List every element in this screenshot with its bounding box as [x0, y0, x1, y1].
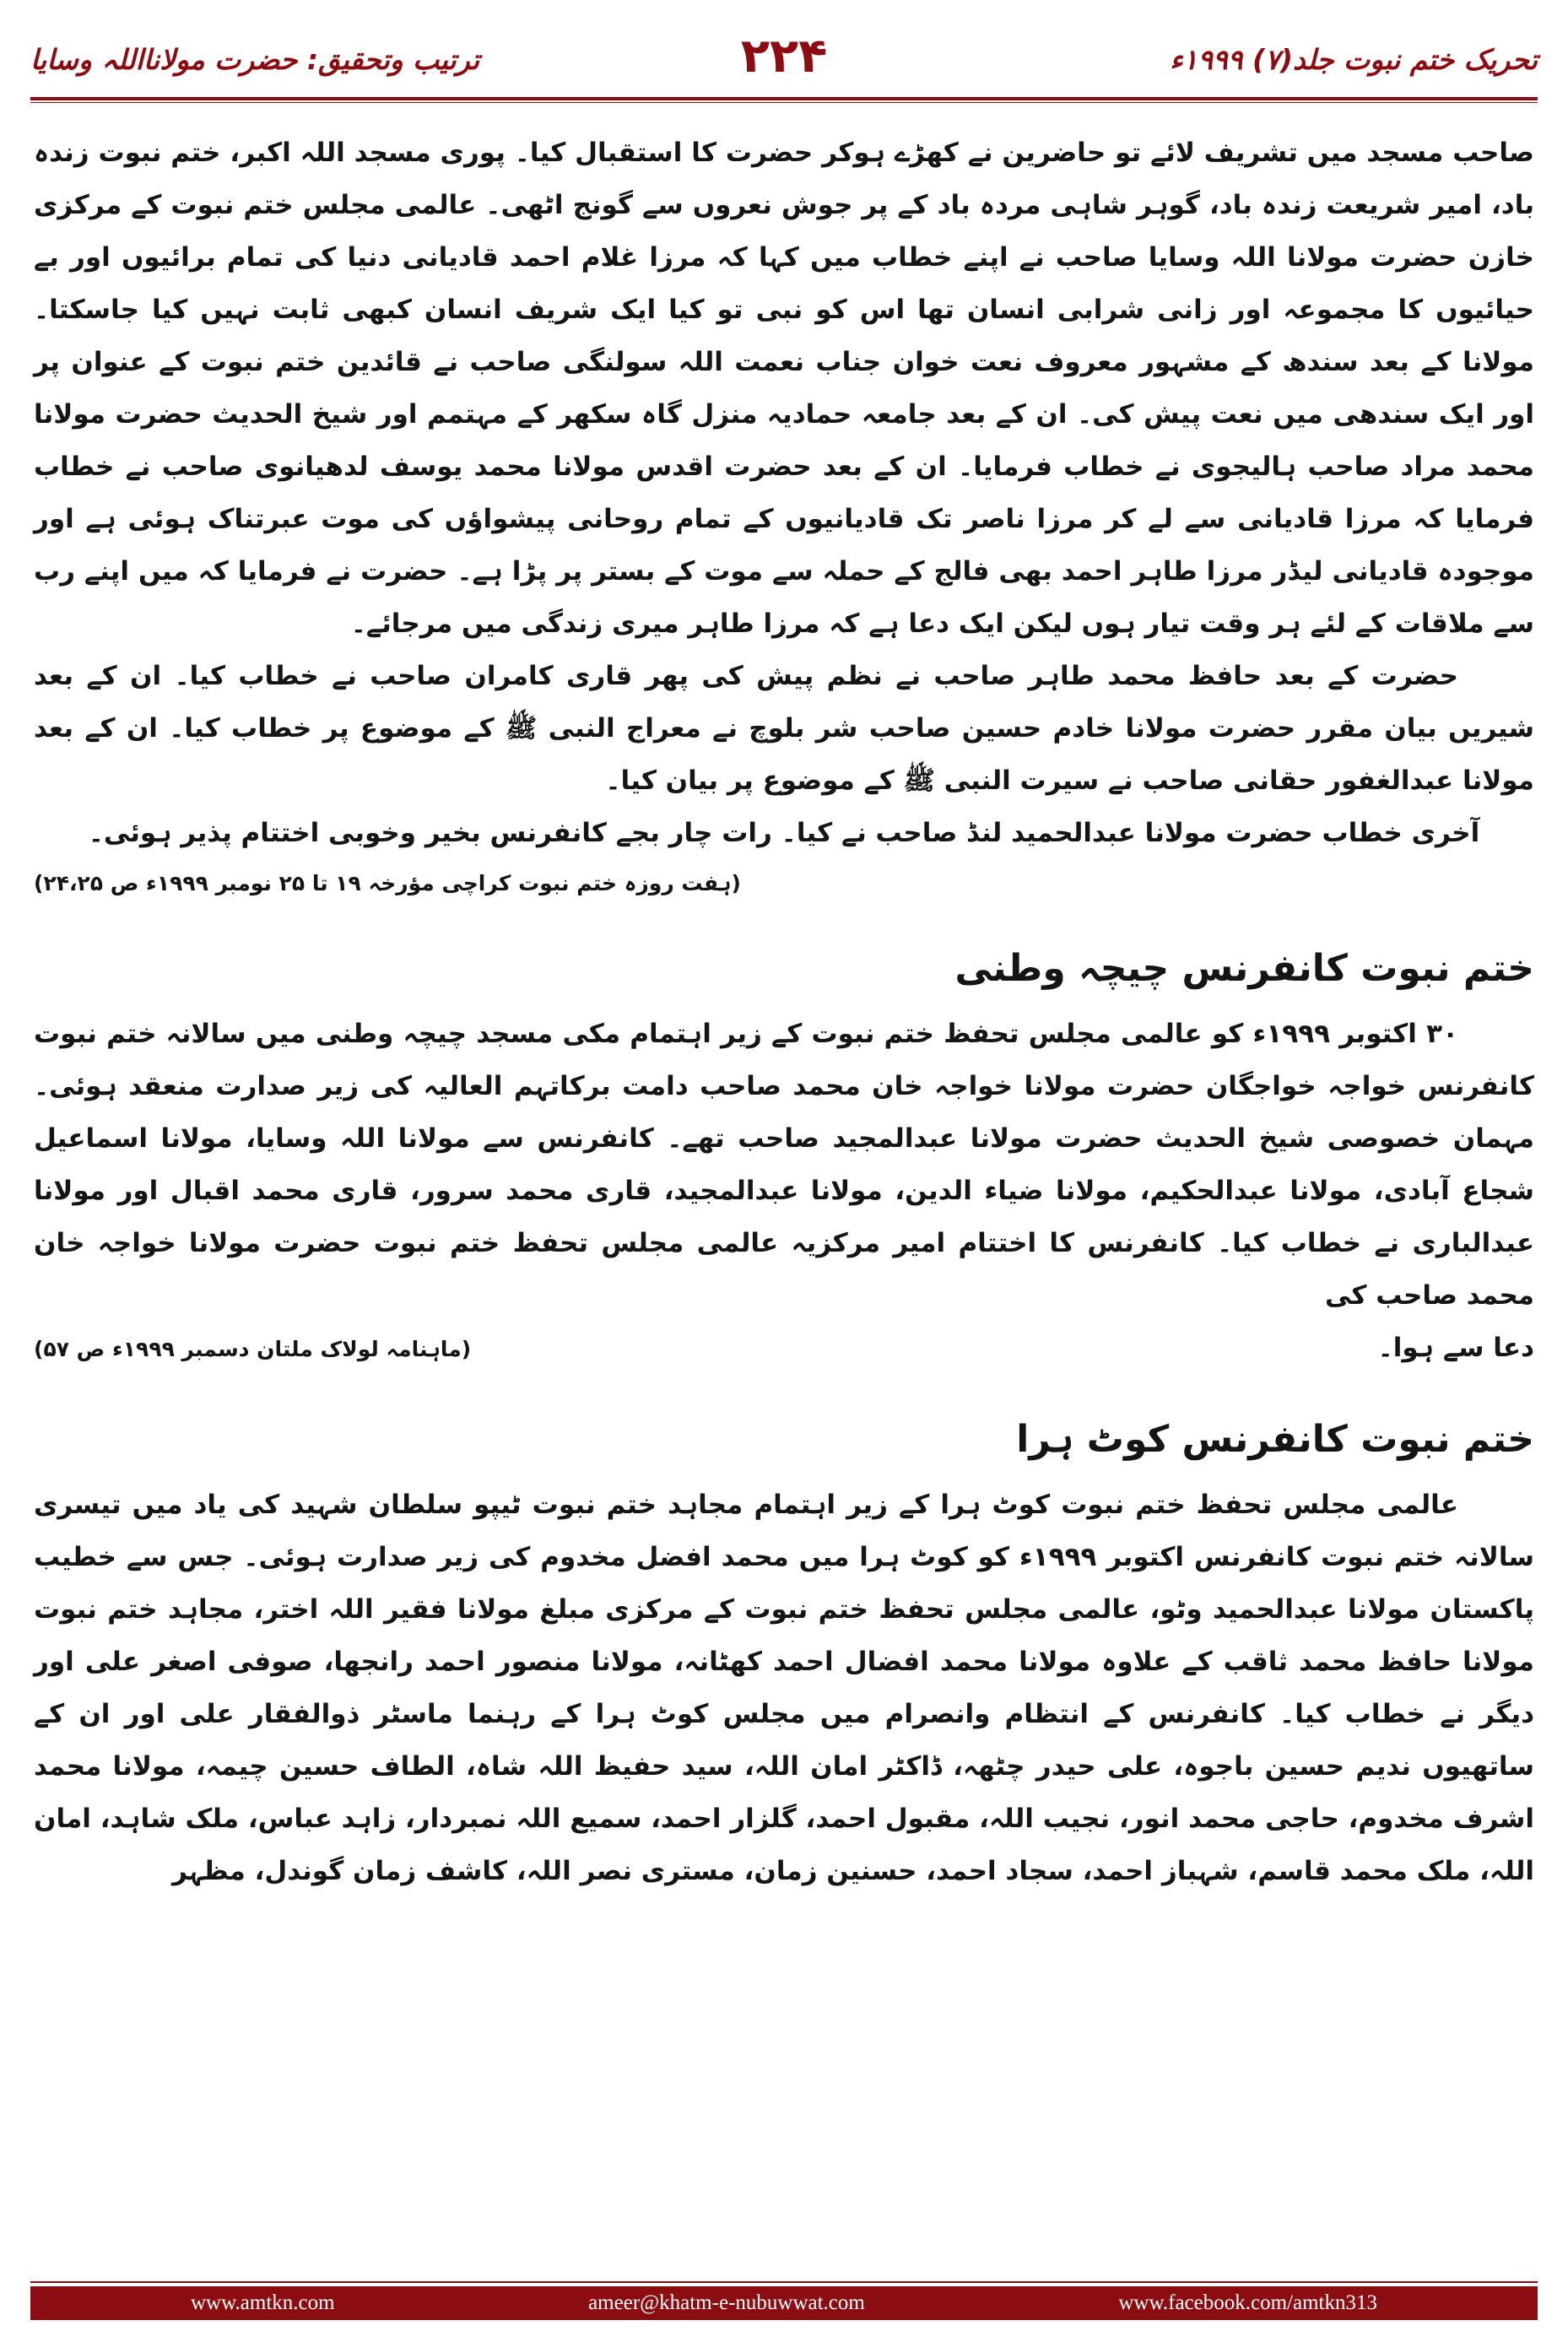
page-header: [30, 29, 1538, 89]
paragraph-chichawatni: ۳۰ اکتوبر ۱۹۹۹ء کو عالمی مجلس تحفظ ختم نبوت کے زیر اہتمام مکی مسجد چیچہ وطنی میں سالانہ ختم نبوت کانفرنس خواجہ خواجگان حضرت مولانا خواجہ خان محمد صاحب دامت برکاتہم العالیہ کی زیر صدارت منعقد ہوئی۔ مہمان خصوصی شیخ الحدیث حضرت مولانا عبدالمجید صاحب تھے۔ کانفرنس سے مولانا اللہ وسایا، مولانا اسماعیل شجاع آبادی، مولانا عبدالحکیم، مولانا ضیاء الدین، مولانا عبدالمجید، قاری محمد سرور، قاری محمد اقبال اور مولانا عبدالباری نے خطاب کیا۔ کانفرنس کا اختتام امیر مرکزیہ عالمی مجلس تحفظ ختم نبوت حضرت مولانا خواجہ خان محمد صاحب کی: [34, 1019, 1534, 1311]
header-book-title: تحریک ختم نبوت جلد(۷) ۱۹۹۹ء: [1170, 42, 1538, 76]
footer-divider: [30, 2281, 1538, 2283]
article-body: [34, 127, 1534, 1897]
header-divider-thin: [30, 102, 1538, 103]
paragraph-end-row: [34, 1322, 1534, 1376]
paragraph-chichawatni-end: دعا سے ہوا۔: [1377, 1333, 1534, 1363]
section-heading-kot-hara: ختم نبوت کانفرنس کوٹ ہرا: [1016, 1418, 1534, 1461]
page-footer: [30, 2286, 1538, 2320]
header-divider: [30, 97, 1538, 100]
page-number: ۲۲۴: [740, 29, 828, 84]
paragraph-speeches: صاحب مسجد میں تشریف لائے تو حاضرین نے کھڑے ہوکر حضرت کا استقبال کیا۔ پوری مسجد اللہ اکبر، ختم نبوت زندہ باد، امیر شریعت زندہ باد، گوہر شاہی مردہ باد کے پر جوش نعروں سے گونج اٹھی۔ عالمی مجلس ختم نبوت کے مرکزی خازن حضرت مولانا اللہ وسایا صاحب نے اپنے خطاب میں کہا کہ مرزا غلام احمد قادیانی دنیا کی تمام برائیوں اور بے حیائیوں کا مجموعہ اور زانی شرابی انسان تھا اس کو نبی تو کیا ایک شریف انسان کبھی ثابت نہیں کیا جاسکتا۔ مولانا کے بعد سندھ کے مشہور معروف نعت خوان جناب نعمت اللہ سولنگی صاحب نے قائدین ختم نبوت کے عنوان پر اور ایک سندھی میں نعت پیش کی۔ ان کے بعد جامعہ حمادیہ منزل گاہ سکھر کے مہتمم اور شیخ الحدیث حضرت مولانا محمد مراد صاحب ہالیجوی نے خطاب فرمایا۔ ان کے بعد حضرت اقدس مولانا محمد یوسف لدھیانوی صاحب نے خطاب فرمایا کہ مرزا قادیانی سے لے کر مرزا ناصر تک قادیانیوں کے تمام روحانی پیشواؤں کی موت عبرتناک ہوئی ہے اور موجودہ قادیانی لیڈر مرزا طاہر احمد بھی فالج کے حملہ سے موت کے بستر پر پڑا ہے۔ حضرت نے فرمایا کہ میں اپنے رب سے ملاقات کے لئے ہر وقت تیار ہوں لیکن ایک دعا ہے کہ مرزا طاہر میری زندگی میں مرجائے۔: [34, 138, 1534, 639]
paragraph-closing: آخری خطاب حضرت مولانا عبدالحمید لنڈ صاحب نے کیا۔ رات چار بجے کانفرنس بخیر وخوبی اختتام پذیر ہوئی۔: [88, 818, 1480, 848]
paragraph-later-speakers: حضرت کے بعد حافظ محمد طاہر صاحب نے نظم پیش کی پھر قاری کامران صاحب نے خطاب کیا۔ ان کے بعد شیریں بیان مقرر حضرت مولانا خادم حسین صاحب شر بلوچ نے معراج النبی ﷺ کے موضوع پر خطاب کیا۔ ان کے بعد مولانا عبدالغفور حقانی صاحب نے سیرت النبی ﷺ کے موضوع پر بیان کیا۔: [34, 661, 1534, 796]
header-author-credit: ترتیب وتحقیق: حضرت مولانااللہ وسایا: [30, 42, 480, 76]
paragraph-kot-hara: عالمی مجلس تحفظ ختم نبوت کوٹ ہرا کے زیر اہتمام مجاہد ختم نبوت ٹیپو سلطان شہید کی یاد میں تیسری سالانہ ختم نبوت کانفرنس اکتوبر ۱۹۹۹ء کو کوٹ ہرا میں محمد افضل مخدوم کی زیر صدارت ہوئی۔ جس سے خطیب پاکستان مولانا عبدالحمید وٹو، عالمی مجلس تحفظ ختم نبوت کے مرکزی مبلغ مولانا فقیر اللہ اختر، مجاہد ختم نبوت مولانا حافظ محمد ثاقب کے علاوہ مولانا محمد افضال احمد کھٹانہ، مولانا منصور احمد رانجھا، صوفی اصغر علی اور دیگر نے خطاب کیا۔ کانفرنس کے انتظام وانصرام میں مجلس کوٹ ہرا کے رہنما ماسٹر ذوالفقار علی اور ان کے ساتھیوں ندیم حسین باجوہ، علی حیدر چٹھہ، ڈاکٹر امان اللہ، سید حفیظ اللہ شاہ، الطاف حسین چیمہ، مولانا محمد اشرف مخدوم، حاجی محمد انور، نجیب اللہ، مقبول احمد، گلزار احمد، سمیع اللہ نمبردار، زاہد عباس، ملک شاہد، امان اللہ، ملک محمد قاسم، شہباز احمد، سجاد احمد، حسنین زمان، مستری نصر اللہ، کاشف زمان گوندل، مظہر: [34, 1490, 1535, 1886]
source-citation-1: (ہفت روزہ ختم نبوت کراچی مؤرخہ ۱۹ تا ۲۵ نومبر ۱۹۹۹ء ص ۲۴،۲۵): [34, 871, 741, 895]
footer-website-link[interactable]: www.amtkn.com: [191, 2291, 335, 2314]
footer-facebook-link[interactable]: www.facebook.com/amtkn313: [1118, 2291, 1377, 2314]
footer-email-link[interactable]: ameer@khatm-e-nubuwwat.com: [588, 2291, 865, 2314]
section-heading-chichawatni: ختم نبوت کانفرنس چیچہ وطنی: [954, 947, 1534, 990]
source-citation-2: (ماہنامہ لولاک ملتان دسمبر ۱۹۹۹ء ص ۵۷): [34, 1337, 472, 1361]
